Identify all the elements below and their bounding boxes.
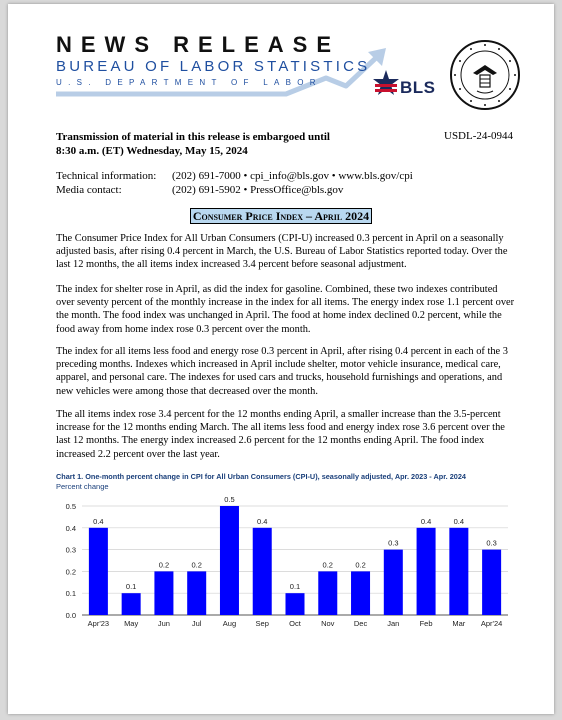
data-label: 0.2	[191, 560, 202, 570]
data-label: 0.4	[257, 516, 268, 526]
embargo-notice	[56, 130, 356, 158]
dol-seal-icon	[449, 39, 521, 111]
chart-title: Chart 1. One-month percent change in CPI for All Urban Consumers (CPI-U), seasonally adjusted, Apr. 2023 - Apr. 2024	[56, 472, 466, 481]
data-label: 0.1	[125, 582, 137, 592]
technical-contact	[56, 169, 413, 183]
x-tick-label: Jul	[191, 619, 202, 628]
x-tick-label: Sep	[255, 619, 269, 628]
release-heading-wrap	[8, 207, 554, 225]
bar	[318, 571, 337, 615]
data-label: 0.3	[388, 538, 399, 548]
x-tick-label: May	[124, 619, 139, 628]
bar	[482, 550, 501, 615]
media-contact-value: (202) 691-5902 • PressOffice@bls.gov	[172, 184, 344, 196]
x-tick-label: Aug	[222, 619, 237, 628]
bar	[220, 506, 239, 615]
y-tick-label: 0.4	[65, 523, 76, 533]
x-tick-label: Dec	[353, 619, 368, 628]
bar	[253, 528, 272, 615]
bar	[89, 528, 108, 615]
embargo-line-2: 8:30 a.m. (ET) Wednesday, May 15, 2024	[56, 145, 248, 157]
data-label: 0.2	[322, 560, 333, 570]
bar	[449, 528, 468, 615]
data-label: 0.3	[486, 538, 497, 548]
media-contact	[56, 183, 413, 197]
y-tick-label: 0.1	[65, 589, 76, 599]
news-release-page	[8, 4, 554, 714]
data-label: 0.4	[93, 516, 104, 526]
x-tick-label: Jun	[157, 619, 170, 628]
data-label: 0.2	[355, 560, 366, 570]
department-name: U.S. DEPARTMENT OF LABOR	[56, 78, 322, 87]
technical-contact-value: (202) 691-7000 • cpi_info@bls.gov • www.bls.gov/cpi	[172, 170, 413, 182]
bar	[285, 593, 304, 615]
news-release-title: NEWS RELEASE	[56, 32, 341, 57]
paragraph-2: The index for shelter rose in April, as did the index for gasoline. Combined, these two indexes contributed over seventy percent of the monthly increase in the index for all items. The energy index rose 1.1 percent over the month. The food index was unchanged in April. The food at home index declined 0.2 percent, while the food away from home index rose 0.3 percent over the month.	[56, 284, 515, 335]
x-tick-label: Oct	[289, 619, 301, 628]
bar	[187, 571, 206, 615]
release-id: USDL-24-0944	[444, 130, 514, 142]
bureau-name: BUREAU OF LABOR STATISTICS	[56, 58, 371, 75]
embargo-line-1: Transmission of material in this release is embargoed until	[56, 131, 330, 143]
x-tick-label: Jan	[387, 619, 400, 628]
y-tick-label: 0.5	[65, 502, 76, 511]
bar	[122, 593, 141, 615]
bls-logo-text: BLS	[400, 78, 436, 97]
y-tick-label: 0.0	[65, 611, 76, 620]
paragraph-3: The index for all items less food and energy rose 0.3 percent in April, after rising 0.4 percent in each of the 3 preceding months. Indexes which increased in April include shelter, motor vehicle insurance, medical care, apparel, and personal care. The indexes for used cars and trucks, household furnishings and operations, and new vehicles were among those that decreased over the month.	[56, 346, 508, 397]
paragraph-1: The Consumer Price Index for All Urban Consumers (CPI-U) increased 0.3 percent in April on a seasonally adjusted basis, after rising 0.4 percent in March, the U.S. Bureau of Labor Statistics reported today. Over the last 12 months, the all items index increased 3.4 percent before seasonal adjustment.	[56, 233, 508, 271]
data-label: 0.4	[420, 516, 432, 526]
x-tick-label: Mar	[452, 619, 466, 628]
media-contact-label: Media contact:	[56, 184, 122, 196]
data-label: 0.1	[289, 582, 301, 592]
data-label: 0.2	[158, 560, 170, 570]
bar	[417, 528, 436, 615]
y-tick-label: 0.2	[65, 567, 76, 577]
x-tick-label: Nov	[321, 619, 335, 628]
cpi-bar-chart	[56, 490, 516, 630]
paragraph-4: The all items index rose 3.4 percent for the 12 months ending April, a smaller increase than the 3.5-percent increase for the 12 months ending March. The all items less food and energy index rose 3.6 percent over the last 12 months. The energy index increased 2.6 percent for the 12 months ending April. The food index increased 2.2 percent over the last year.	[56, 409, 505, 460]
x-tick-label: Feb	[419, 619, 433, 628]
bar	[154, 571, 173, 615]
flag-icon	[371, 68, 401, 98]
technical-contact-label: Technical information:	[56, 170, 157, 182]
contact-block	[56, 169, 413, 197]
bar	[384, 550, 403, 615]
x-tick-label: Apr'23	[87, 619, 110, 628]
data-label: 0.4	[453, 516, 465, 526]
bar	[351, 571, 370, 615]
x-tick-label: Apr'24	[480, 619, 503, 628]
y-tick-label: 0.3	[65, 545, 76, 555]
data-label: 0.5	[224, 495, 235, 504]
chart-y-label: Percent change	[56, 482, 109, 491]
release-heading: Consumer Price Index – April 2024	[190, 208, 372, 224]
